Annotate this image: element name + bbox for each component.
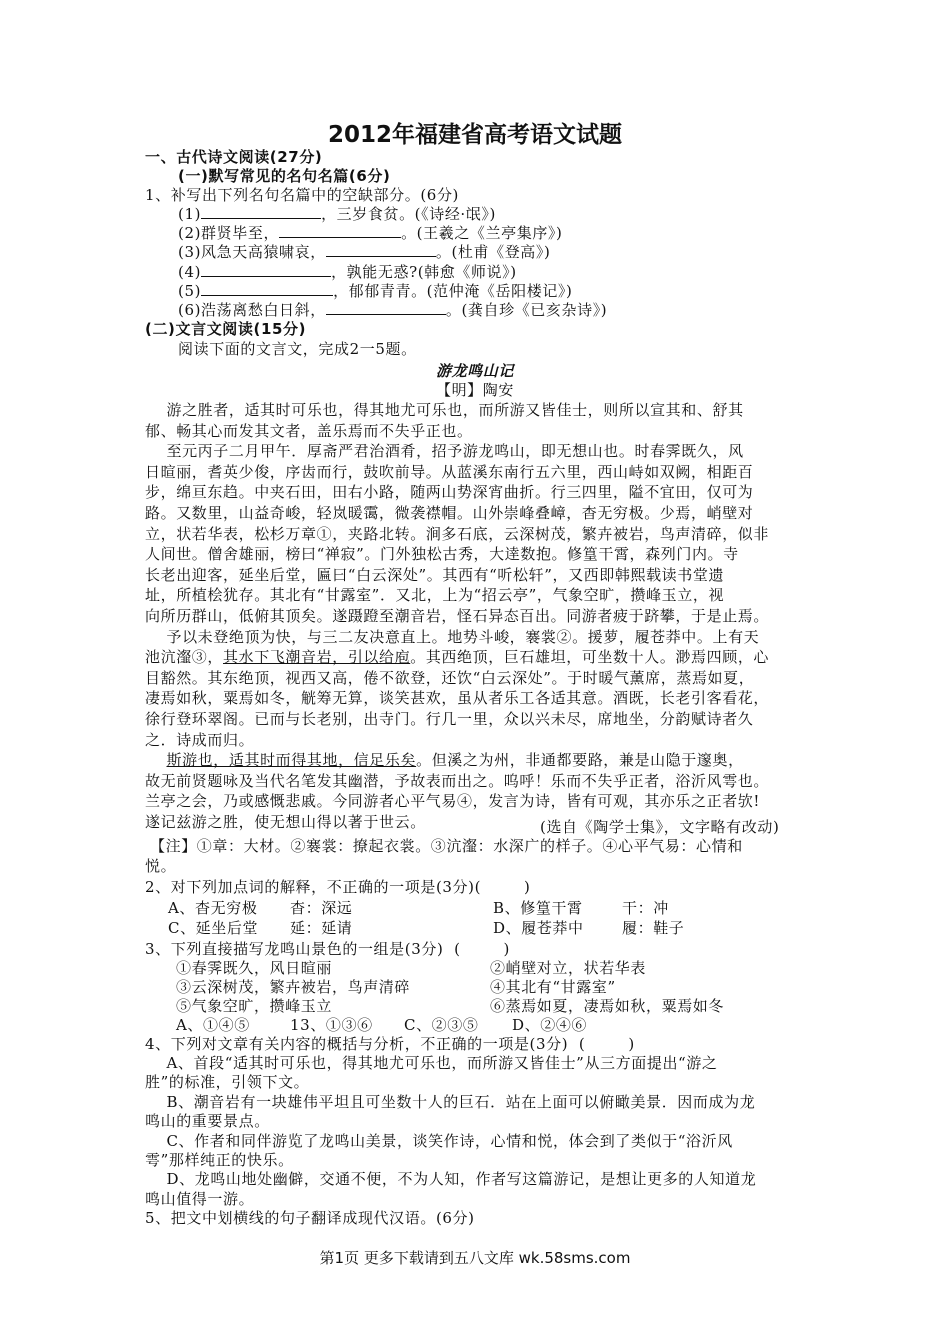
- page-title: 2012年福建省高考语文试题: [327, 122, 622, 148]
- option-statement: ⑥蒸焉如夏，凄焉如秋，粟焉如冬: [490, 997, 725, 1015]
- option-line: D、龙鸣山地处幽僻，交通不便，不为人知，作者写这篇游记，是想让更多的人知道龙: [145, 1170, 757, 1189]
- passage-line: [145, 565, 724, 585]
- answer-choice: C、②③⑤: [404, 1016, 479, 1034]
- item-prefix: (6)浩荡离愁白日斜，: [178, 301, 326, 319]
- answer-blank[interactable]: [201, 281, 333, 296]
- passage-line: [145, 730, 254, 750]
- passage-line: [145, 688, 769, 708]
- option-cell: 延：延请: [290, 919, 353, 937]
- option-line: 鸣山值得一游。: [145, 1189, 255, 1208]
- passage-text: 步，绵亘东趋。中夹石田，田右小路，随两山势深宵曲折。行三四里，隘不宜田，仅可为: [145, 483, 754, 502]
- passage-line: [145, 421, 473, 441]
- fill-blank-item: [178, 242, 550, 262]
- option-cell: B、修篁干霄: [493, 899, 583, 917]
- annotation-line: 【注】①章：大材。②褰裳：撩起衣裳。③沆瀣：水深广的样子。④心平气易：心情和: [150, 837, 743, 855]
- option-cell: D、履苍莽中: [493, 919, 584, 937]
- answer-blank[interactable]: [326, 300, 446, 315]
- passage-line: [145, 627, 759, 647]
- passage-line: [145, 771, 769, 791]
- passage-line: [145, 462, 753, 482]
- passage-line: [145, 482, 753, 502]
- passage-text: 至元丙子二月甲午．厚斋严君治酒肴，招予游龙鸣山，即无想山也。时春霁既久，风: [145, 442, 744, 461]
- passage-line: [145, 606, 769, 626]
- passage-text: 。但溪之为州，非通都要路，兼是山隐于邃奥，: [416, 751, 744, 770]
- passage-text: 徐行登环翠阁。已而与长老别，出寺门。行几一里，众以兴未尽，席地坐，分韵赋诗者久: [145, 710, 754, 728]
- passage-line: [145, 400, 744, 420]
- passage-text: 之．诗成而归。: [145, 730, 255, 749]
- fill-blank-item: [178, 300, 607, 320]
- option-statement: ⑤气象空旷，攒峰玉立: [176, 997, 333, 1015]
- option-line: A、首段“适其时可乐也，得其地尤可乐也，而所游又皆佳士”从三方面提出“游之: [145, 1054, 718, 1072]
- fill-blank-item: [178, 262, 517, 282]
- underlined-sentence: 其水下飞潮音岩，引以给庖: [223, 648, 411, 667]
- passage-text: 人间世。僧舍雄丽，榜曰“禅寂”。门外独松古秀，大逹数抱。修篁干霄，森列门内。寺: [145, 545, 739, 564]
- passage-line: [145, 544, 739, 564]
- option-cell: 干：冲: [622, 899, 669, 917]
- passage-line: [145, 709, 753, 729]
- option-line: B、潮音岩有一块雄伟平坦且可坐数十人的巨石．站在上面可以俯瞰美景．因而成为龙: [145, 1092, 756, 1111]
- fill-blank-item: [178, 281, 572, 301]
- option-line: 鸣山的重要景点。: [145, 1112, 270, 1131]
- option-line: C、作者和同伴游览了龙鸣山美景，谈笑作诗，心情和悦，体会到了类似于“浴沂风: [145, 1131, 733, 1150]
- passage-text: 故无前贤题咏及当代名笔发其幽潜，予故表而出之。呜呼！乐而不失乎正者，浴沂风雩也。: [145, 771, 770, 790]
- question-stem: 3、下列直接描写龙鸣山景色的一组是(3分) ( ): [145, 940, 510, 958]
- page-footer: 第1页 更多下载请到五八文库 wk.58sms.com: [319, 1249, 631, 1267]
- answer-choice: A、①④⑤: [176, 1016, 250, 1034]
- passage-text: 予以未登绝顶为快，与三二友决意直上。地势斗峻，褰裳②。援萝，履苍莽中。上有天: [145, 627, 760, 646]
- passage-text: 日暄丽，耆英少俊，序齿而行，鼓吹前导。从蓝溪东南行五六里，西山峙如双阙，相距百: [145, 462, 754, 481]
- item-suffix: 。(王羲之《兰亭集序》): [401, 224, 563, 243]
- answer-blank[interactable]: [279, 223, 401, 238]
- option-cell: 履：鞋子: [622, 919, 685, 937]
- passage-author: 【明】陶安: [435, 381, 514, 399]
- passage-text: 游之胜者，适其时可乐也，得其地尤可乐也，而所游又皆佳士，则所以宣其和、舒其: [145, 401, 744, 419]
- fill-blank-item: [178, 223, 562, 243]
- answer-blank[interactable]: [201, 262, 331, 277]
- option-statement: ②峭壁对立，状若华表: [490, 959, 647, 977]
- passage-text: 池沆瀣③，: [145, 648, 224, 667]
- passage-line: [145, 791, 760, 811]
- item-suffix: ，孰能无惑?(韩愈《师说》): [331, 262, 517, 281]
- underlined-sentence: 斯游也，适其时而得其地，信足乐矣: [166, 751, 417, 770]
- passage-text: 址，所植桧犹存。其北有“甘露室”．又北，上为“招云亭”，气象空旷，攒峰玉立，视: [145, 586, 725, 605]
- answer-blank[interactable]: [326, 242, 436, 257]
- option-cell: C、延坐后堂: [168, 919, 259, 937]
- fill-blank-item: [178, 204, 496, 224]
- section-heading: 一、古代诗文阅读(27分): [145, 148, 323, 166]
- passage-text: 立，状若华表，松杉万章①，夹路北转。涧多石底，云深树茂，繁卉被岩，鸟声清碎，似非: [145, 524, 770, 543]
- passage-line: [145, 441, 744, 461]
- passage-text: 凄焉如秋，粟焉如冬，觥筹无算，谈笑甚欢，虽从者乐工各适其意。酒既，长老引客看花，: [145, 689, 770, 708]
- answer-choice: D、②④⑥: [512, 1016, 588, 1034]
- option-line: 胜”的标准，引领下文。: [145, 1073, 310, 1092]
- passage-line: [145, 647, 769, 667]
- question-stem: 4、下列对文章有关内容的概括与分析，不正确的一项是(3分) ( ): [145, 1035, 635, 1053]
- item-prefix: (3)风急天高猿啸哀，: [178, 243, 326, 262]
- passage-text: 目豁然。其东绝顶，视西又高，倦不欲登，还饮“白云深处”。于时暖气薰席，蒸焉如夏，: [145, 668, 755, 687]
- passage-source: (选自《陶学士集》，文字略有改动): [540, 818, 780, 836]
- item-prefix: (4): [178, 262, 202, 281]
- question-stem: 1、补写出下列名句名篇中的空缺部分。(6分): [145, 186, 459, 204]
- passage-line: [145, 668, 754, 688]
- annotation-line: 悦。: [145, 857, 177, 875]
- passage-text: [145, 751, 166, 769]
- passage-line: [145, 524, 769, 544]
- item-prefix: (1): [178, 205, 202, 223]
- passage-text: 遂记兹游之胜，使无想山得以著于世云。: [145, 813, 426, 831]
- passage-text: 。其西绝顶，巨石雄坦，可坐数十人。渺焉四顾，心: [410, 648, 770, 667]
- passage-text: 郁、畅其心而发其文者，盖乐焉而不失乎正也。: [145, 421, 473, 440]
- subsection-heading: (一)默写常见的名句名篇(6分): [178, 167, 391, 185]
- option-cell: 杳：深远: [290, 899, 353, 917]
- answer-blank[interactable]: [201, 204, 321, 219]
- option-statement: ④其北有“甘露室”: [490, 978, 616, 996]
- passage-text: 路。又数里，山益奇峻，轻岚暖霭，微袭襟帽。山外崇峰叠嶂，杳无穷极。少焉，峭壁对: [145, 504, 754, 522]
- passage-title: 游龙鸣山记: [435, 362, 514, 380]
- option-cell: A、杳无穷极: [168, 899, 258, 917]
- option-line: 雩”那样纯正的快乐。: [145, 1151, 294, 1169]
- passage-line: [145, 585, 724, 605]
- passage-line: [145, 750, 744, 770]
- passage-text: 向所历群山，低俯其顶矣。遂蹑蹬至潮音岩，怪石异态百出。同游者疲于跻攀，于是止焉。: [145, 607, 770, 625]
- option-statement: ①春霁既久，风日暄丽: [176, 959, 333, 977]
- item-prefix: (2)群贤毕至，: [178, 224, 280, 243]
- section-heading: (二)文言文阅读(15分): [145, 320, 307, 338]
- item-suffix: ，三岁食贫。(《诗经·氓》): [321, 205, 496, 223]
- passage-text: 兰亭之会，乃或感慨悲戚。今同游者心平气易④，发言为诗，皆有可观，其亦乐之正者欤!: [145, 792, 761, 811]
- question-stem: 2、对下列加点词的解释，不正确的一项是(3分)( ): [145, 878, 531, 896]
- passage-line: [145, 812, 426, 832]
- passage-text: 长老出迎客，延坐后堂，匾曰“白云深处”。其西有“听松轩”，又西即韩熙载读书堂遗: [145, 565, 725, 584]
- question-stem: 5、把文中划横线的句子翻译成现代汉语。(6分): [145, 1209, 475, 1227]
- reading-instruction: 阅读下面的文言文，完成2一5题。: [178, 340, 417, 358]
- answer-choice: 13、①③⑥: [290, 1016, 373, 1034]
- passage-line: [145, 503, 753, 523]
- item-suffix: 。(龚自珍《已亥杂诗》): [445, 301, 608, 319]
- item-suffix: 。(杜甫《登高》): [435, 243, 551, 262]
- item-suffix: ，郁郁青青。(范仲淹《岳阳楼记》): [333, 281, 573, 300]
- item-prefix: (5): [178, 281, 202, 300]
- option-statement: ③云深树茂，繁卉被岩，鸟声清碎: [176, 978, 411, 996]
